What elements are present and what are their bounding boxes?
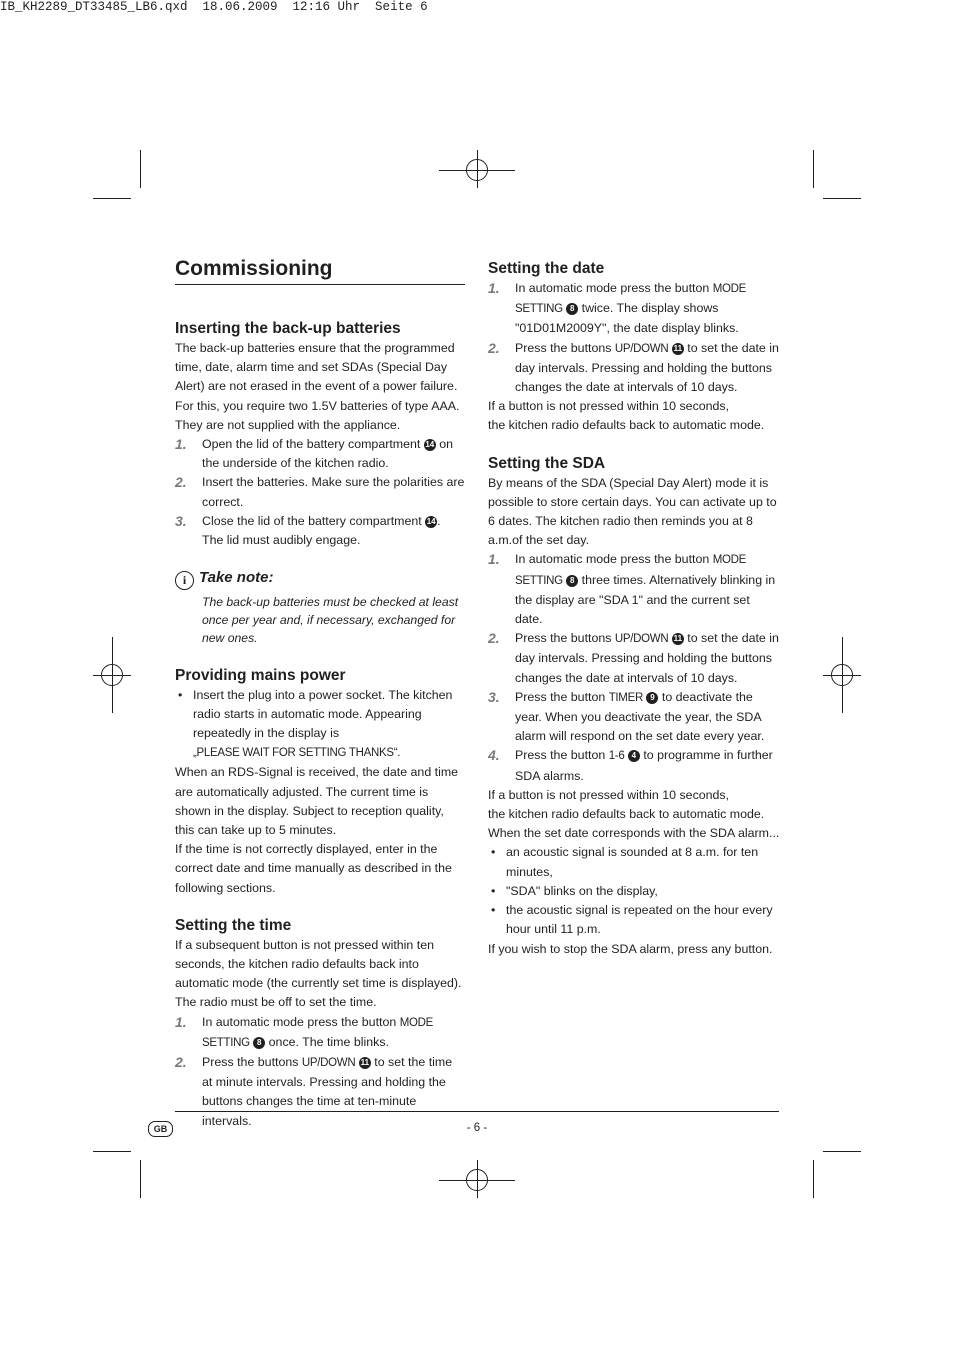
heading-time: Setting the time <box>175 916 292 934</box>
step-number: 1. <box>175 1013 187 1030</box>
crop-mark <box>93 1151 131 1152</box>
reference-number: 11 <box>673 634 683 644</box>
display-text: "SDA" <box>506 883 541 898</box>
step-number: 2. <box>488 339 500 356</box>
list-item: 3. Press the button TIMER 9 to deactivate the year. When you deactivate the year, the SDA alarm will respond on the set date every year. <box>488 688 765 744</box>
list-item: 2. Press the buttons UP/DOWN 11 to set the time at minute intervals. Pressing and holding the buttons changes the time at ten-minute intervals. <box>175 1054 453 1128</box>
step-number: 1. <box>488 280 500 296</box>
reference-number: 11 <box>360 1058 370 1068</box>
step-number: 4. <box>488 747 500 764</box>
step-number: 2. <box>175 1054 187 1071</box>
page-title: Commissioning <box>175 257 333 280</box>
crop-mark <box>93 198 131 199</box>
reference-number: 9 <box>646 692 658 704</box>
left-column <box>175 256 465 1131</box>
button-name: UP/DOWN <box>301 1057 356 1070</box>
date-outro2: the kitchen radio defaults back to automatic mode. <box>488 418 765 433</box>
sda-outro2: the kitchen radio defaults back to automatic mode. <box>488 807 765 822</box>
sda-outro3: When the set date corresponds with the SDA alarm... <box>488 826 780 841</box>
reference-number: 8 <box>566 303 578 315</box>
reference-number: 14 <box>426 516 436 526</box>
list-item: • Insert the plug into a power socket. The kitchen radio starts in automatic mode. Appearing repeatedly in the display is „PLEASE WAIT FOR SETTING THANKS“. <box>175 686 465 764</box>
mains-para1: When an RDS-Signal is received, the date and time are automatically adjusted. The current time is shown in the display. Subject to reception quality, this can take up to 5 minutes. <box>175 765 459 838</box>
country-badge: GB <box>148 1121 173 1137</box>
date-outro1: If a button is not pressed within 10 seconds, <box>488 399 730 414</box>
list-item: 1. In automatic mode press the button MODE SETTING 8 twice. The display shows "01D01M2009Y", the date display blinks. <box>488 280 746 336</box>
crop-mark <box>140 150 141 188</box>
step-number: 2. <box>175 474 187 491</box>
step-number: 1. <box>488 551 500 568</box>
button-name: MODE SETTING <box>515 283 746 316</box>
list-item: • the acoustic signal is repeated on the hour every hour until 11 p.m. <box>488 901 780 939</box>
step-number: 2. <box>488 630 500 647</box>
page-number: - 6 - <box>466 1122 488 1134</box>
registration-circle <box>466 159 488 181</box>
list-item: 2. Insert the batteries. Make sure the polarities are correct. <box>175 474 465 509</box>
crop-mark <box>823 198 861 199</box>
crop-mark <box>823 1151 861 1152</box>
print-slug: IB_KH2289_DT33485_LB6.qxd 18.06.2009 12:16 Uhr Seite 6 <box>0 0 428 14</box>
step-number: 1. <box>175 436 187 453</box>
crop-mark <box>813 1160 814 1198</box>
info-icon: i <box>175 571 194 590</box>
list-item: • an acoustic signal is sounded at 8 a.m. for ten minutes, <box>488 843 780 881</box>
time-intro2: The radio must be off to set the time. <box>175 995 377 1010</box>
note-box <box>175 568 465 647</box>
button-name: UP/DOWN <box>614 633 669 646</box>
note-title: Take note: <box>199 569 274 587</box>
reference-number: 14 <box>425 440 435 450</box>
heading-mains: Providing mains power <box>175 666 346 684</box>
button-name: 1-6 <box>608 750 625 763</box>
batteries-intro: The back-up batteries ensure that the programmed time, date, alarm time and set SDAs (Special Day Alert) are not erased in the event of a power failure. For this, you require two 1.5V batteries of type AAA. They are not supplied with the appliance. <box>175 341 460 432</box>
heading-sda: Setting the SDA <box>488 454 606 472</box>
right-column <box>488 259 780 959</box>
heading-date: Setting the date <box>488 260 605 277</box>
footer-rule <box>175 1111 779 1112</box>
list-item: 1. Open the lid of the battery compartment 14 on the underside of the kitchen radio. <box>175 436 454 471</box>
display-text: "SDA 1" <box>599 592 643 607</box>
reference-number: 4 <box>628 750 640 762</box>
sda-outro1: If a button is not pressed within 10 seconds, <box>488 787 730 802</box>
display-text: „PLEASE WAIT FOR SETTING THANKS“. <box>193 747 401 760</box>
title-rule <box>175 284 465 285</box>
reference-number: 8 <box>566 575 578 587</box>
registration-circle <box>101 664 123 686</box>
list-item: 1. In automatic mode press the button MODE SETTING 8 once. The time blinks. <box>175 1013 433 1049</box>
crop-mark <box>140 1160 141 1198</box>
button-name: MODE SETTING <box>515 554 746 587</box>
list-item: 2. Press the buttons UP/DOWN 11 to set the date in day intervals. Pressing and holding the buttons changes the date at intervals of 10 days. <box>488 339 779 395</box>
display-text: "01D01M2009Y" <box>515 321 607 336</box>
crop-mark <box>813 150 814 188</box>
sda-outro4: If you wish to stop the SDA alarm, press any button. <box>488 941 773 956</box>
registration-circle <box>831 664 853 686</box>
button-name: MODE SETTING <box>202 1016 433 1049</box>
note-text: The back-up batteries must be checked at least once per year and, if necessary, exchanged for new ones. <box>202 595 459 645</box>
mains-para2: If the time is not correctly displayed, enter in the correct date and time manually as described in the following sections. <box>175 842 452 895</box>
list-item: 4. Press the button 1-6 4 to programme in further SDA alarms. <box>488 747 773 783</box>
reference-number: 8 <box>253 1037 265 1049</box>
button-name: TIMER <box>608 691 643 704</box>
registration-circle <box>466 1169 488 1191</box>
list-item: • "SDA" blinks on the display, <box>488 882 780 901</box>
step-number: 3. <box>175 512 187 529</box>
heading-batteries: Inserting the back-up batteries <box>175 320 401 337</box>
button-name: UP/DOWN <box>614 342 669 355</box>
time-intro: If a subsequent button is not pressed within ten seconds, the kitchen radio defaults back into automatic mode (the currently set time is displayed). <box>175 937 462 991</box>
list-item: 1. In automatic mode press the button MODE SETTING 8 three times. Alternatively blinking in the display are "SDA 1" and the current set date. <box>488 551 776 627</box>
reference-number: 11 <box>673 343 683 353</box>
step-number: 3. <box>488 688 500 705</box>
list-item: 2. Press the buttons UP/DOWN 11 to set the date in day intervals. Pressing and holding the buttons changes the date at intervals of 10 days. <box>488 630 779 685</box>
list-item: 3. Close the lid of the battery compartment 14 . The lid must audibly engage. <box>175 512 441 548</box>
sda-intro: By means of the SDA (Special Day Alert) mode it is possible to store certain days. You can activate up to 6 dates. The kitchen radio then reminds you at 8 a.m.of the set day. <box>488 475 777 548</box>
